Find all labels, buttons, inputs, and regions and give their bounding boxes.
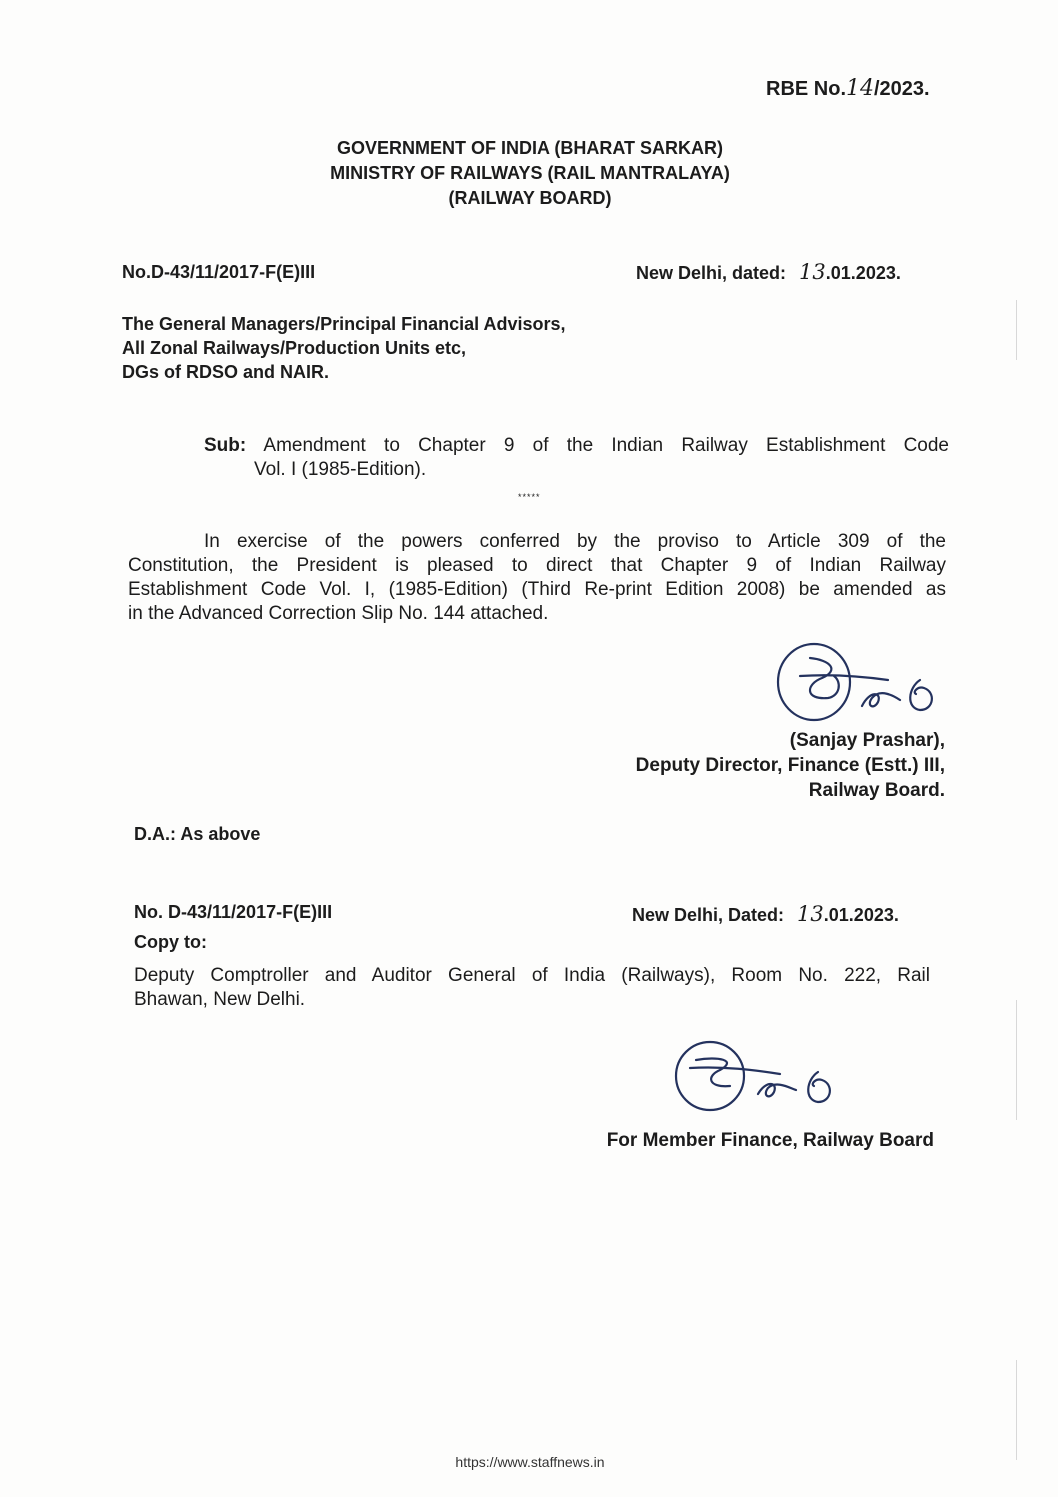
addressee-line: DGs of RDSO and NAIR. xyxy=(122,362,330,382)
scan-edge-line xyxy=(1016,1000,1017,1120)
copy-date xyxy=(632,902,899,926)
copy-recipient-line: Bhawan, New Delhi. xyxy=(134,989,306,1010)
copy-recipient xyxy=(134,964,930,1012)
subject-text-line2: Vol. I (1985-Edition). xyxy=(254,459,427,480)
subject-text-line1: Amendment to Chapter 9 of the Indian Railway Establishment Code xyxy=(263,435,950,456)
date-rest: .01.2023. xyxy=(825,263,901,283)
rbe-prefix: RBE No. xyxy=(766,78,846,100)
signatory-designation: Deputy Director, Finance (Estt.) III, xyxy=(635,755,945,776)
body-paragraph xyxy=(128,530,946,626)
date-prefix: New Delhi, dated: xyxy=(636,263,787,283)
copy-recipient-line: Deputy Comptroller and Auditor General of India (Railways), Room No. 222, Rail xyxy=(134,965,930,986)
scan-edge-line xyxy=(1016,300,1017,360)
body-line: Establishment Code Vol. I, (1985-Edition) (Third Re-print Edition 2008) be amended as xyxy=(128,579,946,600)
body-line: in the Advanced Correction Slip No. 144 attached. xyxy=(128,603,549,624)
signature-sanjay-prashar xyxy=(770,630,970,730)
scan-edge-line xyxy=(1016,1360,1017,1460)
government-header xyxy=(250,136,810,211)
rbe-number xyxy=(766,76,930,101)
copy-reference-number: No. D-43/11/2017-F(E)III xyxy=(134,902,333,922)
copy-date-rest: .01.2023. xyxy=(823,905,899,925)
signature-member-finance xyxy=(668,1028,868,1118)
signatory-block xyxy=(500,728,945,803)
copy-date-handwritten-day: 13 xyxy=(797,902,824,926)
subject-label: Sub: xyxy=(204,435,247,456)
watermark-url[interactable]: https://www.staffnews.in xyxy=(455,1454,605,1470)
copy-to-label: Copy to: xyxy=(134,932,207,952)
reference-number: No.D-43/11/2017-F(E)III xyxy=(122,262,316,282)
separator-asterisks: ***** xyxy=(518,492,541,502)
addressee-line: The General Managers/Principal Financial Advisors, xyxy=(122,314,566,334)
header-line-ministry: MINISTRY OF RAILWAYS (RAIL MANTRALAYA) xyxy=(330,163,730,183)
header-line-government: GOVERNMENT OF INDIA (BHARAT SARKAR) xyxy=(337,138,723,158)
rbe-handwritten-number: 14 xyxy=(846,76,874,101)
header-line-board: (RAILWAY BOARD) xyxy=(448,188,612,208)
body-line: In exercise of the powers conferred by the proviso to Article 309 of the xyxy=(204,531,946,552)
signatory-office: Railway Board. xyxy=(808,780,945,801)
subject-block xyxy=(204,434,949,482)
copy-date-prefix: New Delhi, Dated: xyxy=(632,905,785,925)
rbe-suffix: /2023. xyxy=(874,78,930,100)
body-line: Constitution, the President is pleased to direct that Chapter 9 of Indian Railway xyxy=(128,555,946,576)
for-member-finance: For Member Finance, Railway Board xyxy=(606,1130,934,1151)
enclosure-note: D.A.: As above xyxy=(134,824,261,844)
addressee-block xyxy=(122,312,565,384)
date-handwritten-day: 13 xyxy=(799,260,826,284)
letter-date xyxy=(636,260,901,284)
subject-line xyxy=(204,434,949,458)
signatory-name: (Sanjay Prashar), xyxy=(789,730,945,751)
addressee-line: All Zonal Railways/Production Units etc, xyxy=(122,338,467,358)
